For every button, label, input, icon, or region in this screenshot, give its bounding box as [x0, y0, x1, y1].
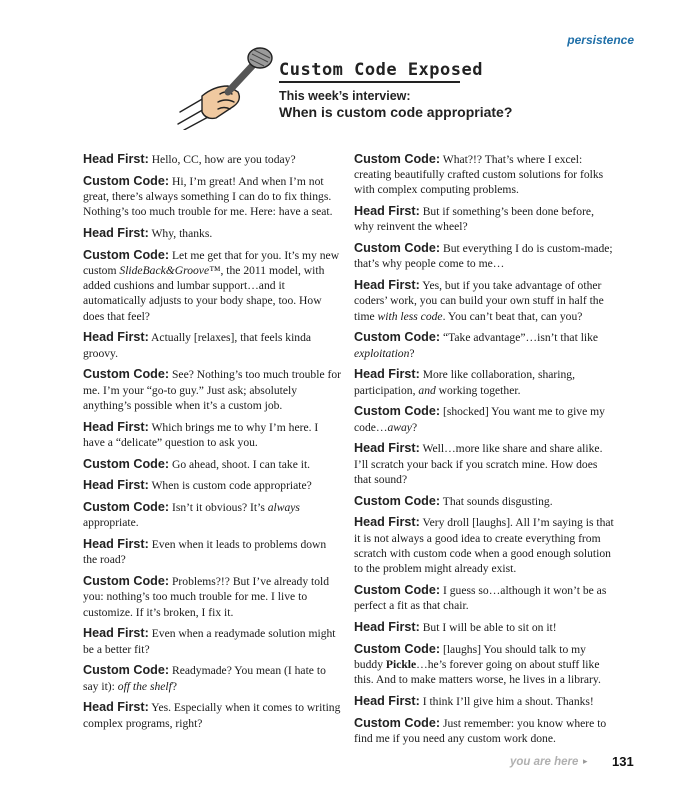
speaker-label: Head First:	[83, 330, 149, 345]
interview-paragraph	[354, 441, 616, 487]
dialogue-text: always	[267, 501, 300, 515]
dialogue-text: Hi, I’m great! And when I’m not great, there’s always something I can do to fix things. Nothing’s too much trouble for me. Here: have a seat.	[83, 174, 333, 219]
speaker-label: Head First:	[83, 537, 149, 552]
dialogue-text: Let me get that for you. It’s my new custom	[83, 248, 340, 277]
interview-paragraph	[354, 620, 616, 635]
interview-paragraph	[354, 583, 616, 613]
interview-paragraph	[83, 226, 341, 241]
speaker-label: Custom Code:	[83, 173, 170, 188]
speaker-label: Custom Code:	[354, 715, 441, 730]
speaker-label: Head First:	[354, 619, 420, 634]
dialogue-text: Go ahead, shoot. I can take it.	[171, 457, 311, 471]
dialogue-text: off the shelf	[117, 679, 172, 693]
title-underline	[279, 81, 460, 83]
speaker-label: Head First:	[354, 204, 420, 219]
interview-paragraph	[83, 152, 341, 167]
dialogue-text: When is custom code appropriate?	[151, 479, 312, 493]
speaker-label: Custom Code:	[354, 241, 441, 256]
dialogue-text: See? Nothing’s too much trouble for me. I’m your “go-to guy.” Just ask; absolutely anything’s possible when it’s a custom job.	[83, 368, 342, 412]
speaker-label: Head First:	[83, 226, 149, 240]
dialogue-text: Well…more like share and share alike. I’ll scratch your back if you scratch mine. How does that sound?	[354, 442, 603, 486]
dialogue-text: Why, thanks.	[151, 227, 213, 240]
interview-subtitle: This week’s interview:	[279, 89, 411, 103]
dialogue-text: Hello, CC, how are you today?	[151, 153, 296, 166]
speaker-label: Head First:	[83, 419, 149, 434]
dialogue-text: SlideBack&Groove™	[119, 264, 221, 277]
you-are-here-label: you are here	[510, 756, 579, 768]
dialogue-text: But I will be able to sit on it!	[422, 620, 557, 634]
interview-paragraph	[354, 152, 616, 198]
speaker-label: Custom Code:	[83, 247, 170, 262]
speaker-label: Head First:	[354, 515, 420, 530]
interview-paragraph	[83, 478, 341, 493]
dialogue-text: [laughs] You should talk to my buddy	[354, 642, 586, 671]
dialogue-text: appropriate.	[83, 516, 139, 530]
interview-question: When is custom code appropriate?	[279, 104, 513, 120]
dialogue-text: Actually [relaxes], that feels kinda groovy.	[83, 331, 312, 360]
interview-paragraph	[83, 457, 341, 472]
interview-paragraph	[354, 404, 616, 434]
dialogue-text: working together.	[435, 383, 521, 397]
dialogue-text: Even when it leads to problems down the road?	[83, 538, 327, 567]
speaker-label: Head First:	[83, 152, 149, 166]
interview-paragraph	[83, 626, 341, 656]
speaker-label: Custom Code:	[83, 367, 170, 382]
speaker-label: Head First:	[83, 478, 149, 493]
interview-paragraph	[83, 330, 341, 360]
interview-paragraph	[83, 700, 341, 730]
speaker-label: Head First:	[354, 367, 420, 382]
interview-paragraph	[83, 174, 341, 220]
interview-paragraph	[354, 494, 616, 509]
dialogue-text: ?	[411, 420, 418, 434]
interview-paragraph	[354, 241, 616, 271]
dialogue-text: ?	[171, 679, 178, 693]
triangle-right-icon: ▸	[583, 756, 588, 766]
interview-paragraph	[83, 663, 341, 693]
microphone-icon	[228, 48, 272, 92]
dialogue-text: away	[387, 420, 412, 434]
interview-paragraph	[83, 574, 341, 620]
interview-paragraph	[354, 204, 616, 234]
speaker-label: Custom Code:	[83, 663, 170, 678]
dialogue-text: with less code	[377, 309, 443, 323]
dialogue-text: Just remember: you know where to find me if you need any custom work done.	[354, 716, 607, 745]
speaker-label: Custom Code:	[354, 641, 441, 656]
speaker-label: Custom Code:	[354, 330, 441, 345]
interview-paragraph	[83, 248, 341, 324]
interview-paragraph	[354, 330, 616, 360]
interview-paragraph	[354, 716, 616, 746]
dialogue-text: But everything I do is custom-made; that’s why people come to me…	[354, 242, 613, 271]
dialogue-text: and	[418, 383, 436, 397]
dialogue-text: Very droll [laughs]. All I’m saying is that it is not always a good idea to create everything from scratch with custom code when a good enough solution to the problem might already exist.	[354, 516, 614, 576]
dialogue-text: Even when a readymade solution might be a better fit?	[83, 627, 336, 656]
dialogue-text: …he’s forever going on about stuff like this. And to make matters worse, he lives in a library.	[354, 657, 601, 687]
speaker-label: Custom Code:	[354, 493, 441, 508]
interview-paragraph	[354, 642, 616, 688]
dialogue-text: ?	[409, 346, 415, 360]
interview-paragraph	[83, 420, 341, 450]
dialogue-text: Readymade? You mean (I hate to say it):	[83, 664, 326, 693]
dialogue-text: Pickle	[385, 657, 417, 671]
dialogue-text: Isn’t it obvious? It’s	[171, 501, 268, 515]
microphone-hand-illustration	[176, 46, 280, 130]
dialogue-text: I guess so…although it won’t be as perfect a fit as that chair.	[354, 583, 607, 613]
dialogue-text: exploitation	[354, 346, 410, 360]
speaker-label: Head First:	[83, 626, 149, 641]
interview-paragraph	[83, 367, 341, 413]
dialogue-text: But if something’s been done before, why reinvent the wheel?	[354, 205, 594, 234]
dialogue-text: “Take advantage”…isn’t that like	[442, 331, 599, 345]
section-label: persistence	[567, 33, 634, 47]
speaker-label: Custom Code:	[354, 152, 441, 166]
interview-paragraph	[354, 515, 616, 576]
dialogue-text: Which brings me to why I’m here. I have a “delicate” question to ask you.	[83, 420, 319, 449]
dialogue-text: Yes. Especially when it comes to writing complex programs, right?	[83, 701, 341, 730]
dialogue-text: I think I’ll give him a shout. Thanks!	[422, 694, 594, 708]
interview-column-right	[354, 152, 616, 753]
dialogue-text: Yes, but if you take advantage of other coders’ work, you can build your own stuff in half the time	[354, 279, 604, 323]
page-number: 131	[612, 754, 634, 769]
dialogue-text: , the 2011 model, with added cushions and lumbar support…and it automatically adjusts to your body shape, too. How does that feel?	[83, 264, 325, 323]
speaker-label: Custom Code:	[354, 582, 441, 597]
interview-paragraph	[354, 278, 616, 324]
speaker-label: Head First:	[83, 700, 149, 715]
speaker-label: Head First:	[354, 441, 420, 456]
speaker-label: Custom Code:	[83, 500, 170, 515]
interview-title: Custom Code Exposed	[279, 60, 483, 80]
interview-paragraph	[354, 694, 616, 709]
speaker-label: Head First:	[354, 693, 420, 708]
interview-paragraph	[83, 500, 341, 530]
dialogue-text: More like collaboration, sharing, participation,	[354, 368, 575, 397]
dialogue-text: What?!? That’s where I excel: creating beautifully crafted custom solutions for folks with complex computing problems.	[354, 153, 604, 197]
interview-paragraph	[83, 537, 341, 567]
interview-column-left	[83, 152, 341, 737]
speaker-label: Custom Code:	[354, 404, 441, 419]
dialogue-text: Problems?!? But I’ve already told you: nothing’s too much trouble for me. I live to customize. If it’s broken, I fix it.	[83, 575, 330, 619]
interview-paragraph	[354, 367, 616, 397]
dialogue-text: That sounds disgusting.	[442, 494, 553, 508]
speaker-label: Head First:	[354, 278, 420, 293]
dialogue-text: [shocked] You want me to give my code…	[354, 405, 605, 434]
speaker-label: Custom Code:	[83, 456, 170, 471]
speaker-label: Custom Code:	[83, 574, 170, 589]
dialogue-text: . You can’t beat that, can you?	[442, 309, 583, 323]
